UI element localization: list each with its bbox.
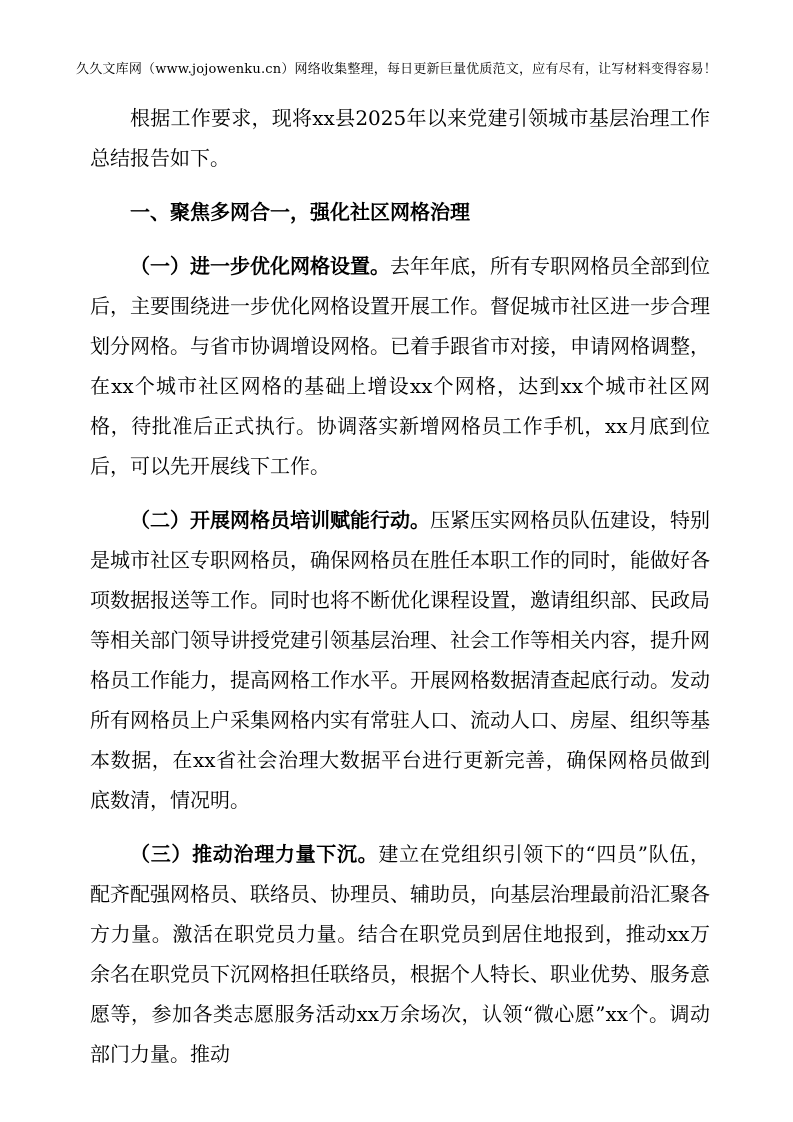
item-paragraph-3 — [90, 834, 710, 1074]
item-body-2: 压紧压实网格员队伍建设，特别是城市社区专职网格员，确保网格员在胜任本职工作的同时，能做好各项数据报送等工作。同时也将不断优化课程设置，邀请组织部、民政局等相关部门领导讲授党建引领基层治理、社会工作等相关内容，提升网格员工作能力，提高网格工作水平。开展网格数据清查起底行动。发动所有网格员上户采集网格内实有常驻人口、流动人口、房屋、组织等基本数据，在xx省社会治理大数据平台进行更新完善，确保网格员做到底数清，情况明。 — [90, 508, 710, 812]
item-title-3: （三）推动治理力量下沉。 — [130, 842, 379, 866]
item-title-1: （一）进一步优化网格设置。 — [130, 254, 390, 278]
item-paragraph-1 — [90, 246, 710, 486]
section-heading: 一、聚焦多网合一，强化社区网格治理 — [130, 200, 470, 224]
page-header-watermark: 久久文库网（www.jojowenku.cn）网络收集整理，每日更新巨量优质范文，应有尽有，让写材料变得容易！ — [76, 62, 717, 77]
item-body-1: 去年年底，所有专职网格员全部到位后，主要围绕进一步优化网格设置开展工作。督促城市社区进一步合理划分网格。与省市协调增设网格。已着手跟省市对接，申请网格调整，在xx个城市社区网格的基础上增设xx个网格，达到xx个城市社区网格，待批准后正式执行。协调落实新增网格员工作手机，xx月底到位后，可以先开展线下工作。 — [90, 254, 710, 478]
document-body — [90, 98, 710, 1088]
item-body-3: 建立在党组织引领下的“四员”队伍，配齐配强网格员、联络员、协理员、辅助员，向基层治理最前沿汇聚各方力量。激活在职党员力量。结合在职党员到居住地报到，推动xx万余名在职党员下沉网格担任联络员，根据个人特长、职业优势、服务意愿等，参加各类志愿服务活动xx万余场次，认领“微心愿”xx个。调动部门力量。推动 — [90, 842, 711, 1066]
intro-paragraph: 根据工作要求，现将xx县2025年以来党建引领城市基层治理工作总结报告如下。 — [90, 106, 710, 170]
item-title-2: （二）开展网格员培训赋能行动。 — [130, 508, 430, 532]
item-paragraph-2 — [90, 500, 710, 820]
